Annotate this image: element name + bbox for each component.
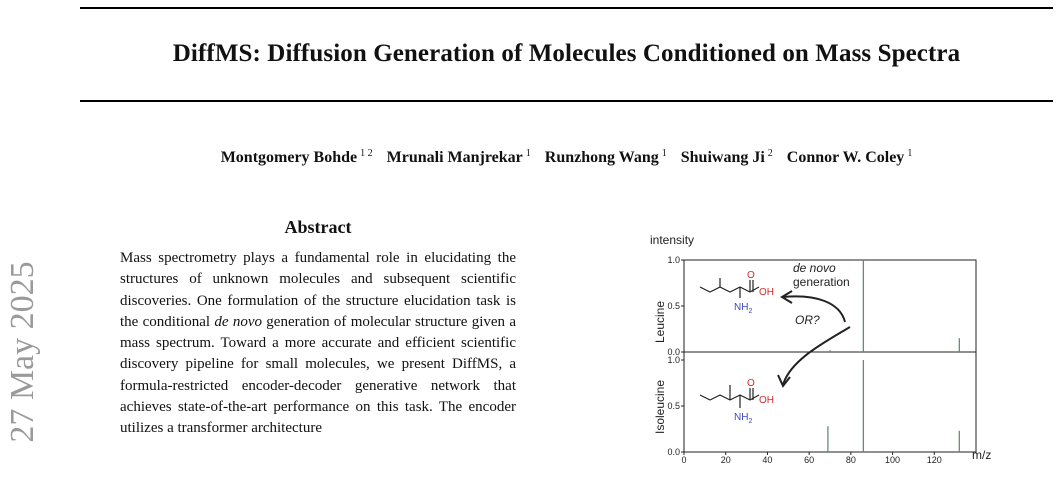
leucine-structure	[700, 278, 759, 298]
abstract-emphasis: de novo	[214, 313, 263, 330]
y-tick-label: 0.0	[667, 347, 680, 357]
atom-amine: $NH_2$	[734, 302, 753, 315]
annotation-de-novo: de novo	[793, 261, 836, 275]
title-top-rule	[80, 7, 1053, 9]
y-ticks-isoleucine	[667, 355, 684, 457]
author-list	[80, 148, 1053, 167]
atom-hydroxyl: OH	[759, 287, 774, 298]
y-tick-label: 0.5	[667, 401, 680, 411]
y-tick-label: 1.0	[667, 255, 680, 265]
peaks-leucine	[830, 260, 959, 352]
annotation-generation: generation	[793, 275, 850, 289]
x-tick-label: 60	[804, 455, 815, 465]
atom-oxygen: O	[747, 270, 755, 281]
y-tick-label: 0.5	[667, 301, 680, 311]
author: Mrunali Manjrekar $^1$	[386, 148, 531, 166]
peaks-isoleucine	[828, 360, 959, 452]
author: Shuiwang Ji $^2$	[680, 148, 773, 166]
author: Montgomery Bohde $^{1 2}$	[220, 148, 373, 166]
panel-label-leucine: Leucine	[653, 300, 667, 344]
panel-frame-bottom	[684, 352, 976, 452]
author: Connor W. Coley $^1$	[786, 148, 913, 166]
panel-label-isoleucine: Isoleucine	[653, 379, 667, 435]
x-tick-label: 80	[845, 455, 856, 465]
atom-hydroxyl: OH	[759, 395, 774, 406]
x-tick-label: 40	[762, 455, 773, 465]
arxiv-date-stamp: 27 May 2025	[4, 261, 41, 443]
x-tick-label: 100	[885, 455, 901, 465]
mass-spectra-figure	[640, 230, 1040, 470]
author: Runzhong Wang $^1$	[544, 148, 667, 166]
x-axis-label: m/z	[972, 448, 992, 462]
atom-amine: $NH_2$	[734, 412, 753, 425]
arrows	[778, 291, 850, 386]
x-ticks	[681, 452, 941, 465]
y-tick-label: 1.0	[667, 355, 680, 365]
abstract-heading: Abstract	[284, 217, 352, 237]
atom-oxygen: O	[747, 378, 755, 389]
paper-title: DiffMS: Diffusion Generation of Molecules Conditioned on Mass Spectra	[172, 40, 961, 67]
abstract-text: Mass spectrometry plays a fundamental role in elucidating the structures of unknown molecules and subsequent scientific discoveries. One formulation of the structure elucidation task is the conditional de novo generation of molecular structure given a mass spectrum. Toward a more accurate and efficient scientific discovery pipeline for small molecules, we present DiffMS, a formula-restricted encoder-decoder generative network that achieves state-of-the-art performance on this task. The encoder utilizes a transformer architecture	[120, 250, 516, 437]
y-ticks-leucine	[667, 255, 684, 357]
x-tick-label: 0	[681, 455, 687, 465]
y-tick-label: 0.0	[667, 447, 680, 457]
x-tick-label: 20	[720, 455, 731, 465]
annotation-or: OR?	[795, 313, 820, 327]
x-tick-label: 120	[926, 455, 942, 465]
y-axis-label: intensity	[650, 233, 695, 247]
title-bottom-rule	[80, 100, 1053, 102]
